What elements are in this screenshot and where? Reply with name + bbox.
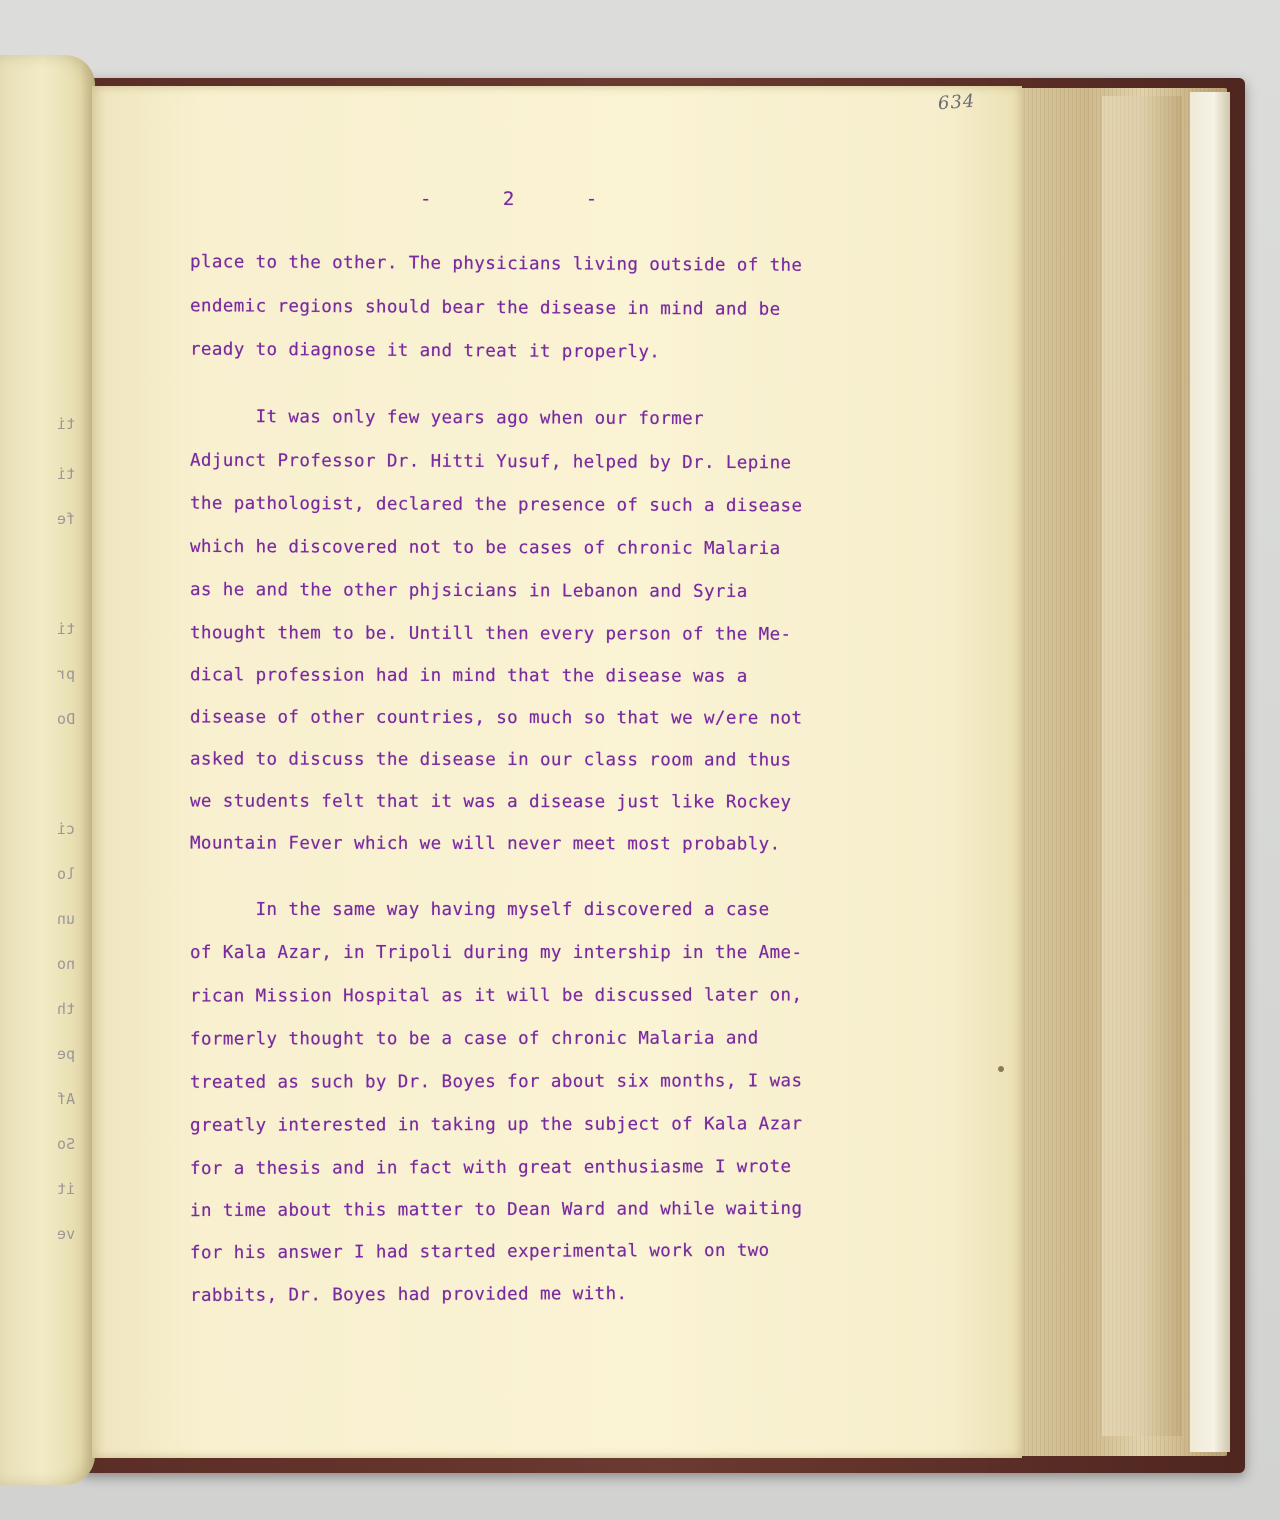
paper-spot — [998, 1066, 1004, 1072]
bleed-through-mark: So — [56, 1135, 75, 1153]
text-line: place to the other. The physicians living outside of the — [189, 252, 803, 276]
bleed-through-mark: no — [56, 955, 75, 973]
text-line: In the same way having myself discovered a case — [190, 900, 770, 920]
text-line: Adjunct Professor Dr. Hitti Yusuf, helped by Dr. Lepine — [189, 450, 792, 474]
text-line: in time about this matter to Dean Ward and while waiting — [189, 1198, 803, 1222]
text-line: disease of other countries, so much so that we w/ere not — [189, 707, 803, 729]
text-line: dical profession had in mind that the disease was a — [189, 665, 748, 687]
text-line: treated as such by Dr. Boyes for about six months, I was — [189, 1071, 803, 1093]
text-line: greatly interested in taking up the subject of Kala Azar — [189, 1114, 803, 1136]
bleed-through-mark: fe — [56, 510, 75, 528]
text-line: ready to diagnose it and treat it properly. — [189, 339, 661, 363]
bleed-through-mark: th — [56, 1000, 75, 1018]
folio-number: 634 — [937, 90, 977, 115]
text-line: rican Mission Hospital as it will be discussed later on, — [189, 985, 803, 1007]
text-line: we students felt that it was a disease just like Rockey — [189, 791, 792, 813]
bleed-through-mark: ti — [56, 465, 75, 483]
bleed-through-mark: ti — [56, 620, 75, 638]
bleed-through-mark: it — [56, 1180, 75, 1198]
text-line: which he discovered not to be cases of chronic Malaria — [189, 536, 781, 560]
bleed-through-mark: ci — [56, 820, 75, 838]
text-line: for a thesis and in fact with great enthusiasme I wrote — [189, 1156, 792, 1180]
inner-cover-edge — [1190, 92, 1230, 1452]
page-number: - 2 - — [420, 188, 628, 210]
text-line: endemic regions should bear the disease in mind and be — [189, 296, 781, 320]
text-line: rabbits, Dr. Boyes had provided me with. — [189, 1284, 628, 1306]
text-line: asked to discuss the disease in our class room and thus — [189, 749, 792, 771]
text-line: thought them to be. Untill then every person of the Me- — [189, 623, 792, 645]
text-line: formerly thought to be a case of chronic Malaria and — [189, 1028, 759, 1050]
text-line: the pathologist, declared the presence of such a disease — [189, 493, 803, 517]
text-line: Mountain Fever which we will never meet most probably. — [189, 833, 781, 855]
text-line: It was only few years ago when our former — [189, 406, 705, 430]
bleed-through-mark: Af — [56, 1090, 75, 1108]
bleed-through-mark: un — [56, 910, 75, 928]
bleed-through-mark: ve — [56, 1225, 75, 1243]
bleed-through-mark: ti — [56, 415, 75, 433]
bleed-through-mark: Do — [56, 710, 75, 728]
text-line: as he and the other phjsicians in Lebanon and Syria — [189, 580, 748, 602]
bleed-through-mark: pr — [56, 665, 75, 683]
bleed-through-mark: lo — [56, 865, 75, 883]
left-facing-page — [0, 55, 95, 1485]
bleed-through-mark: pe — [56, 1045, 75, 1063]
text-line: for his answer I had started experimental work on two — [189, 1240, 770, 1264]
text-line: of Kala Azar, in Tripoli during my intership in the Ame- — [190, 943, 803, 963]
